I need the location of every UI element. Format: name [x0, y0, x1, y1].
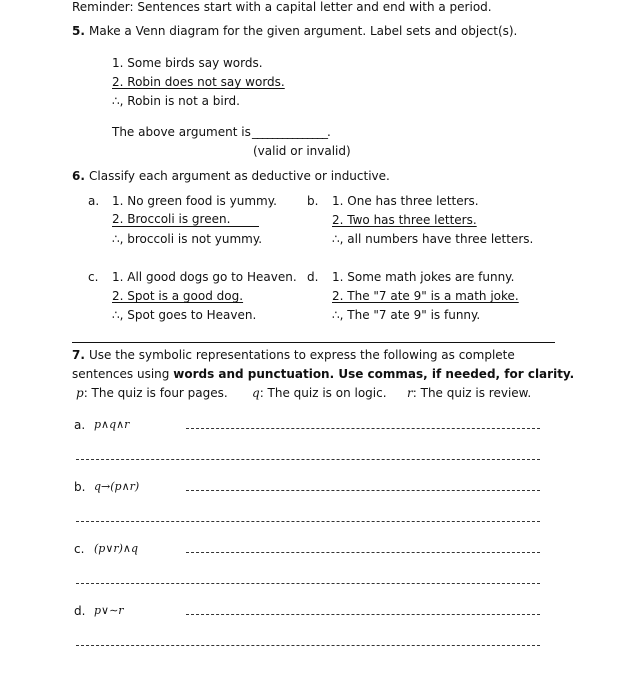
- q6c-conclusion: ∴, Spot goes to Heaven.: [112, 308, 257, 322]
- q6d-premise-2: 2. The "7 ate 9" is a math joke.: [332, 289, 519, 303]
- q7c-answer-line-1[interactable]: [186, 552, 540, 553]
- q6d-letter: d.: [307, 270, 319, 284]
- q6a-premise-2: 2. Broccoli is green.: [112, 213, 259, 227]
- q7b-letter: b.: [74, 480, 86, 494]
- q5-prompt: Make a Venn diagram for the given argument. Label sets and object(s).: [89, 24, 518, 38]
- q6c-premise-1: 1. All good dogs go to Heaven.: [112, 270, 297, 284]
- q7c-answer-line-2[interactable]: [76, 583, 540, 584]
- q7-def-r-symbol: r: [407, 386, 413, 400]
- section-divider: [72, 342, 555, 343]
- q5-blank-prompt: The above argument is: [112, 125, 251, 139]
- q7a-answer-line-1[interactable]: [186, 428, 540, 429]
- q7d-answer-line-1[interactable]: [186, 614, 540, 615]
- q6b-conclusion: ∴, all numbers have three letters.: [332, 232, 534, 246]
- q7b-expression: q→(p∧r): [94, 480, 140, 493]
- q6a-premise-1: 1. No green food is yummy.: [112, 194, 277, 208]
- q7-def-q-text: : The quiz is on logic.: [259, 386, 387, 400]
- q7-prompt-line-2: [72, 367, 574, 381]
- q7-prompt-emphasis: words and punctuation. Use commas, if needed, for clarity.: [173, 367, 575, 381]
- q7-prompt-sentence-start: sentences using: [72, 367, 170, 381]
- q6b-letter: b.: [307, 194, 319, 208]
- q7a-letter: a.: [74, 418, 86, 432]
- q7-def-r: [407, 386, 531, 400]
- q7d-letter: d.: [74, 604, 86, 618]
- q5-choices: (valid or invalid): [253, 144, 351, 158]
- q6a-conclusion: ∴, broccoli is not yummy.: [112, 232, 263, 246]
- q6b-premise-2: 2. Two has three letters.: [332, 213, 477, 227]
- q7-def-p-text: : The quiz is four pages.: [83, 386, 228, 400]
- q6-number: 6.: [72, 169, 85, 183]
- q5-premise-1: 1. Some birds say words.: [112, 56, 263, 70]
- q7d-answer-line-2[interactable]: [76, 645, 540, 646]
- q5-premise-2: 2. Robin does not say words.: [112, 75, 285, 89]
- q7-def-p-symbol: p: [76, 386, 84, 400]
- q7c-expression: (p∨r)∧q: [94, 542, 139, 555]
- q6d-conclusion: ∴, The "7 ate 9" is funny.: [332, 308, 481, 322]
- q7b-answer-line-2[interactable]: [76, 521, 540, 522]
- q7-number: 7.: [72, 348, 85, 362]
- q7-def-p: [76, 386, 228, 400]
- q7-def-q: [252, 386, 387, 400]
- q7b-answer-line-1[interactable]: [186, 490, 540, 491]
- q7-def-q-symbol: q: [252, 386, 260, 400]
- q6b-premise-1: 1. One has three letters.: [332, 194, 479, 208]
- reminder-text: Reminder: Sentences start with a capital letter and end with a period.: [72, 0, 492, 14]
- q5-answer-blank[interactable]: _______________.: [252, 125, 330, 139]
- q5-conclusion: ∴, Robin is not a bird.: [112, 94, 240, 108]
- q7-prompt-line-1: Use the symbolic representations to express the following as complete: [89, 348, 515, 362]
- q6c-premise-2: 2. Spot is a good dog.: [112, 289, 244, 303]
- q5-number: 5.: [72, 24, 85, 38]
- q7d-expression: p∨∼r: [94, 604, 124, 617]
- q7-def-r-text: : The quiz is review.: [412, 386, 532, 400]
- q6d-premise-1: 1. Some math jokes are funny.: [332, 270, 515, 284]
- q6-prompt: Classify each argument as deductive or inductive.: [89, 169, 390, 183]
- q7a-answer-line-2[interactable]: [76, 459, 540, 460]
- q6c-letter: c.: [88, 270, 99, 284]
- q7a-expression: p∧q∧r: [94, 418, 130, 431]
- q7c-letter: c.: [74, 542, 85, 556]
- q6a-letter: a.: [88, 194, 100, 208]
